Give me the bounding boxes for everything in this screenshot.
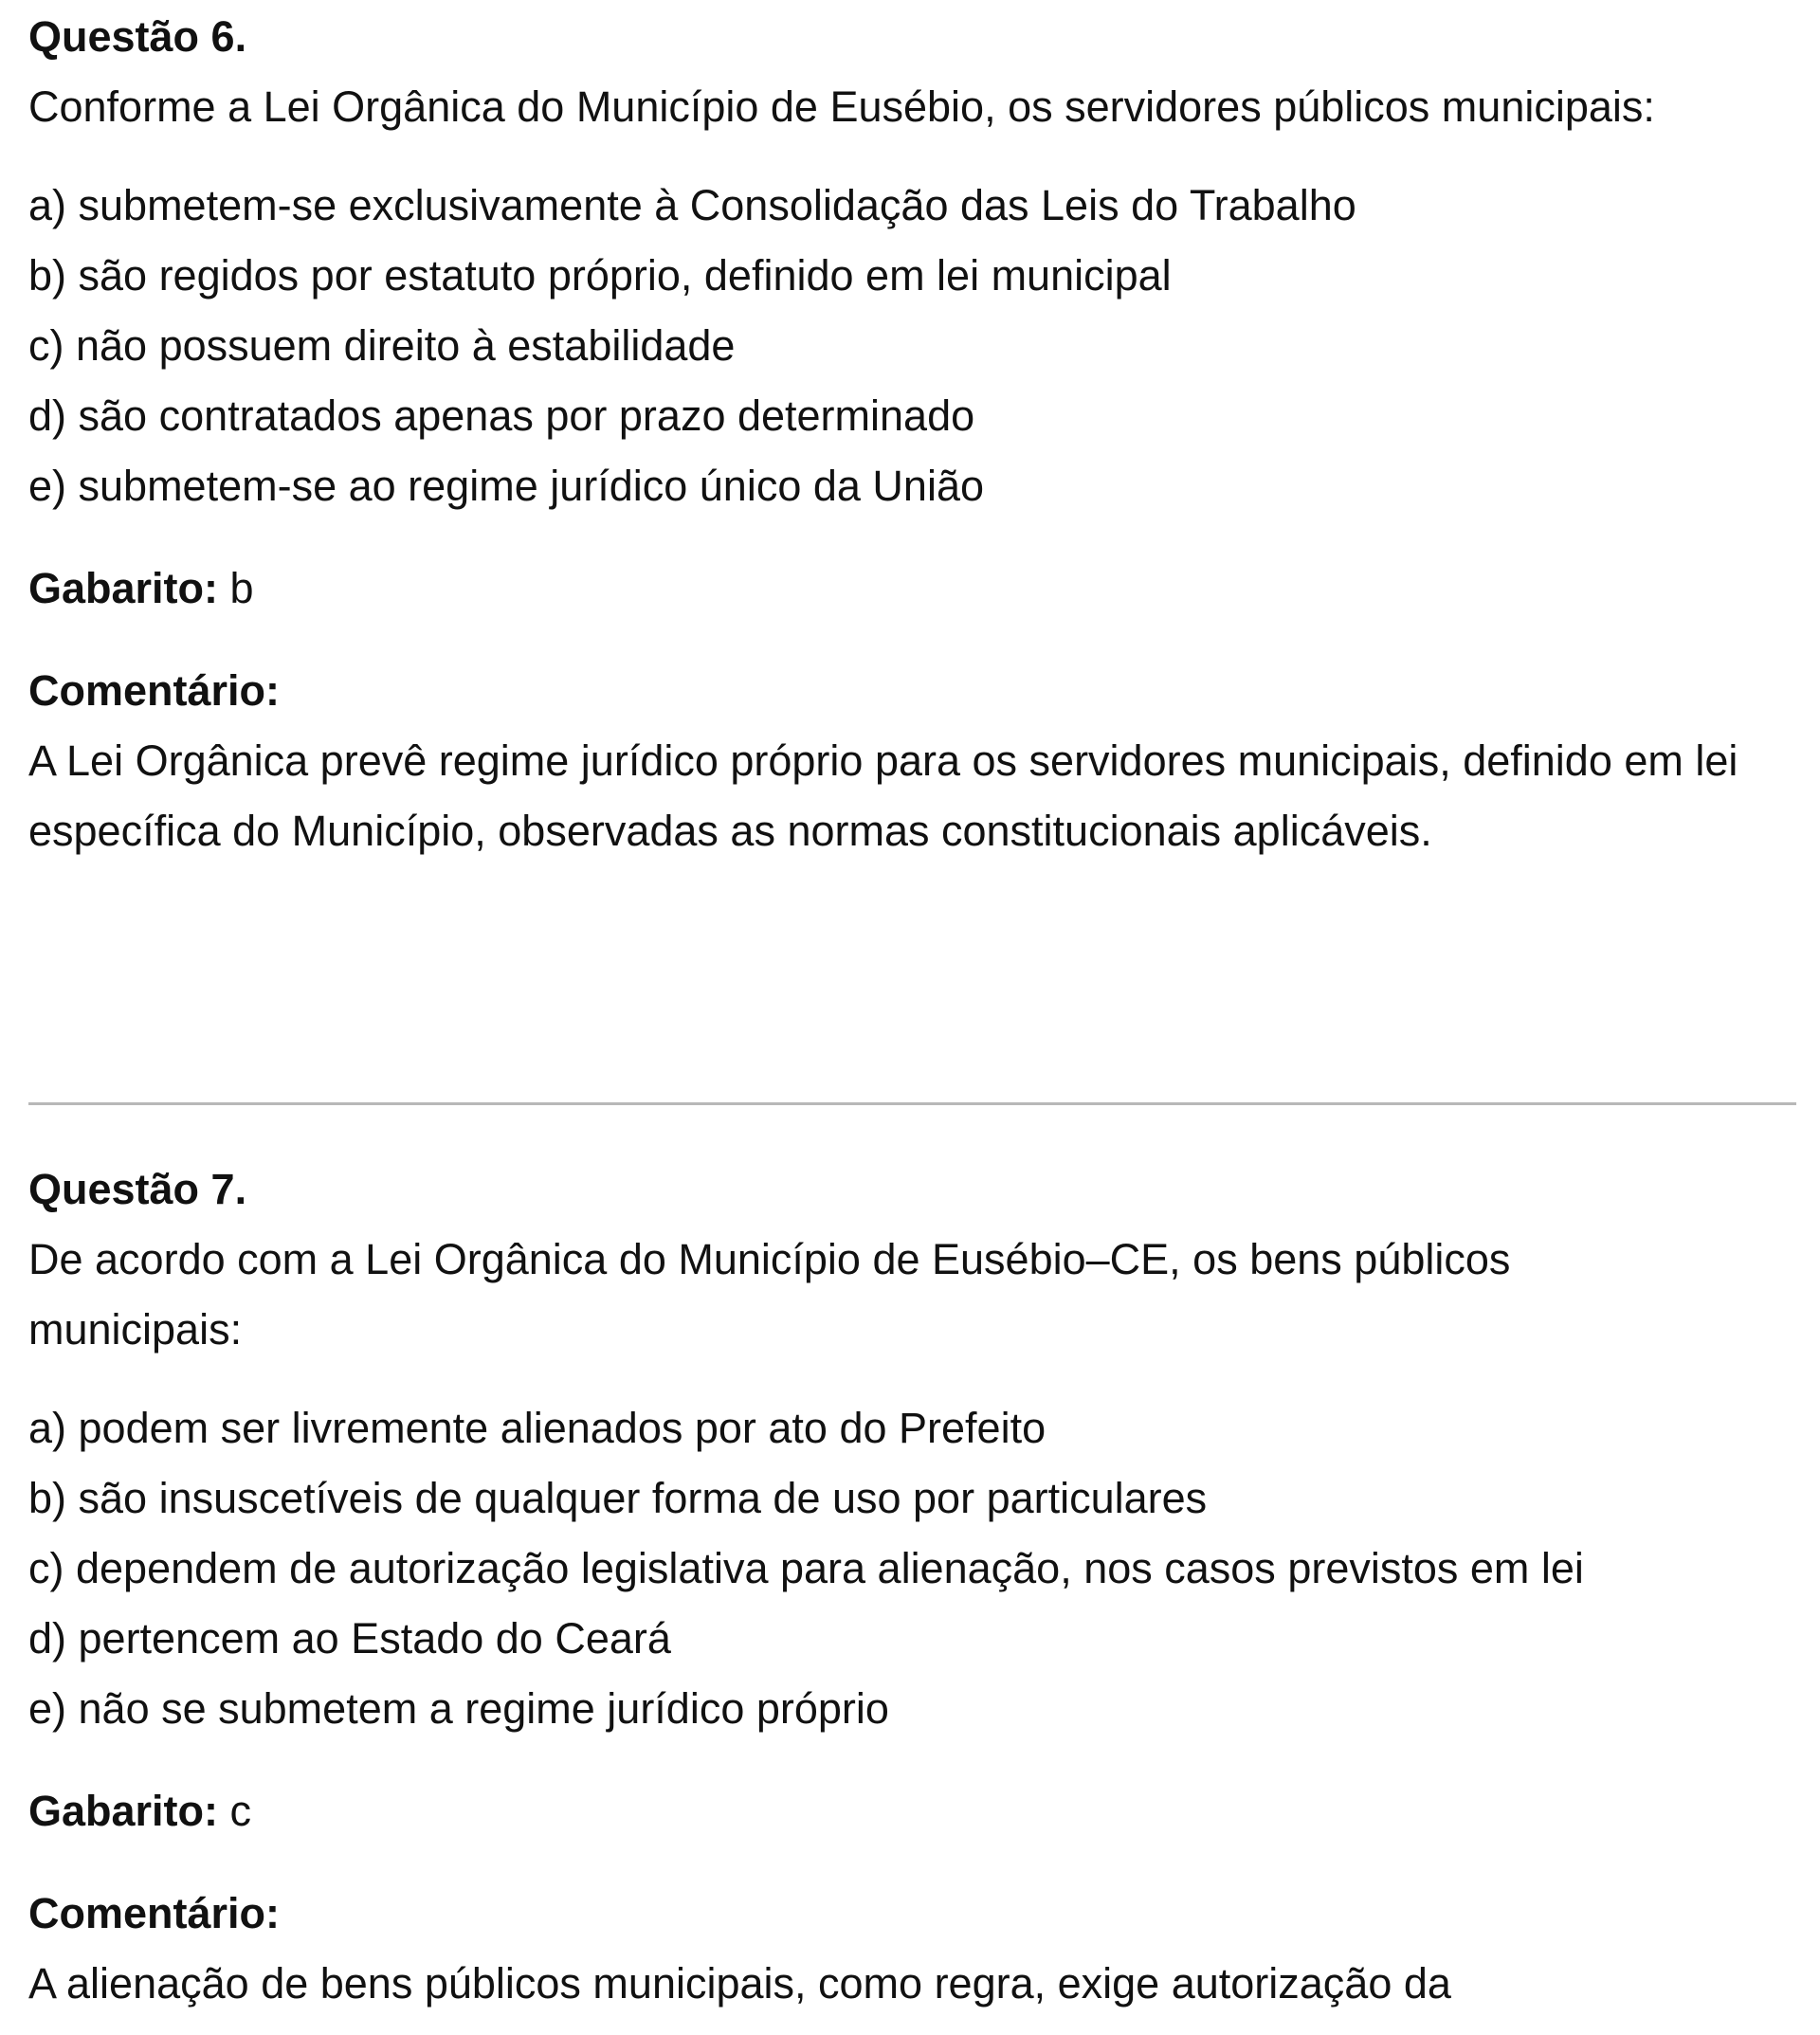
question-title: Questão 6. [28,12,247,61]
answer-key-value: c [218,1787,252,1835]
option-c: c) dependem de autorização legislativa para alienação, nos casos previstos em lei [28,1544,1584,1592]
section-divider [28,1102,1796,1105]
option-e: e) submetem-se ao regime jurídico único da União [28,462,984,510]
comment-label: Comentário: [28,666,281,715]
question-stem: Conforme a Lei Orgânica do Município de Eusébio, os servidores públicos municipais: [28,82,1655,131]
option-b: b) são regidos por estatuto próprio, definido em lei municipal [28,251,1172,300]
option-d: d) são contratados apenas por prazo determinado [28,391,975,440]
comment-text: A alienação de bens públicos municipais, como regra, exige autorização da [28,1959,1451,2008]
options-list [28,1393,1782,1744]
options-list [28,171,1782,521]
answer-key-value: b [218,564,254,612]
question-stem: De acordo com a Lei Orgânica do Município de Eusébio–CE, os bens públicos municipais: [28,1235,1511,1354]
option-d: d) pertencem ao Estado do Ceará [28,1614,671,1663]
question-7 [28,1154,1782,2019]
answer-key [28,554,1782,624]
option-e: e) não se submetem a regime jurídico próprio [28,1684,889,1733]
option-c: c) não possuem direito à estabilidade [28,321,736,370]
option-a: a) podem ser livremente alienados por ato do Prefeito [28,1404,1046,1452]
question-6 [28,2,1782,866]
answer-key [28,1776,1782,1846]
answer-key-label: Gabarito: [28,564,219,612]
option-b: b) são insuscetíveis de qualquer forma de uso por particulares [28,1474,1208,1522]
comment-label: Comentário: [28,1889,281,1937]
comment-text: A Lei Orgânica prevê regime jurídico próprio para os servidores municipais, definido em lei específica do Município, observadas as normas constitucionais aplicáveis. [28,736,1738,855]
question-title: Questão 7. [28,1165,247,1213]
answer-key-label: Gabarito: [28,1787,219,1835]
option-a: a) submetem-se exclusivamente à Consolidação das Leis do Trabalho [28,181,1356,229]
